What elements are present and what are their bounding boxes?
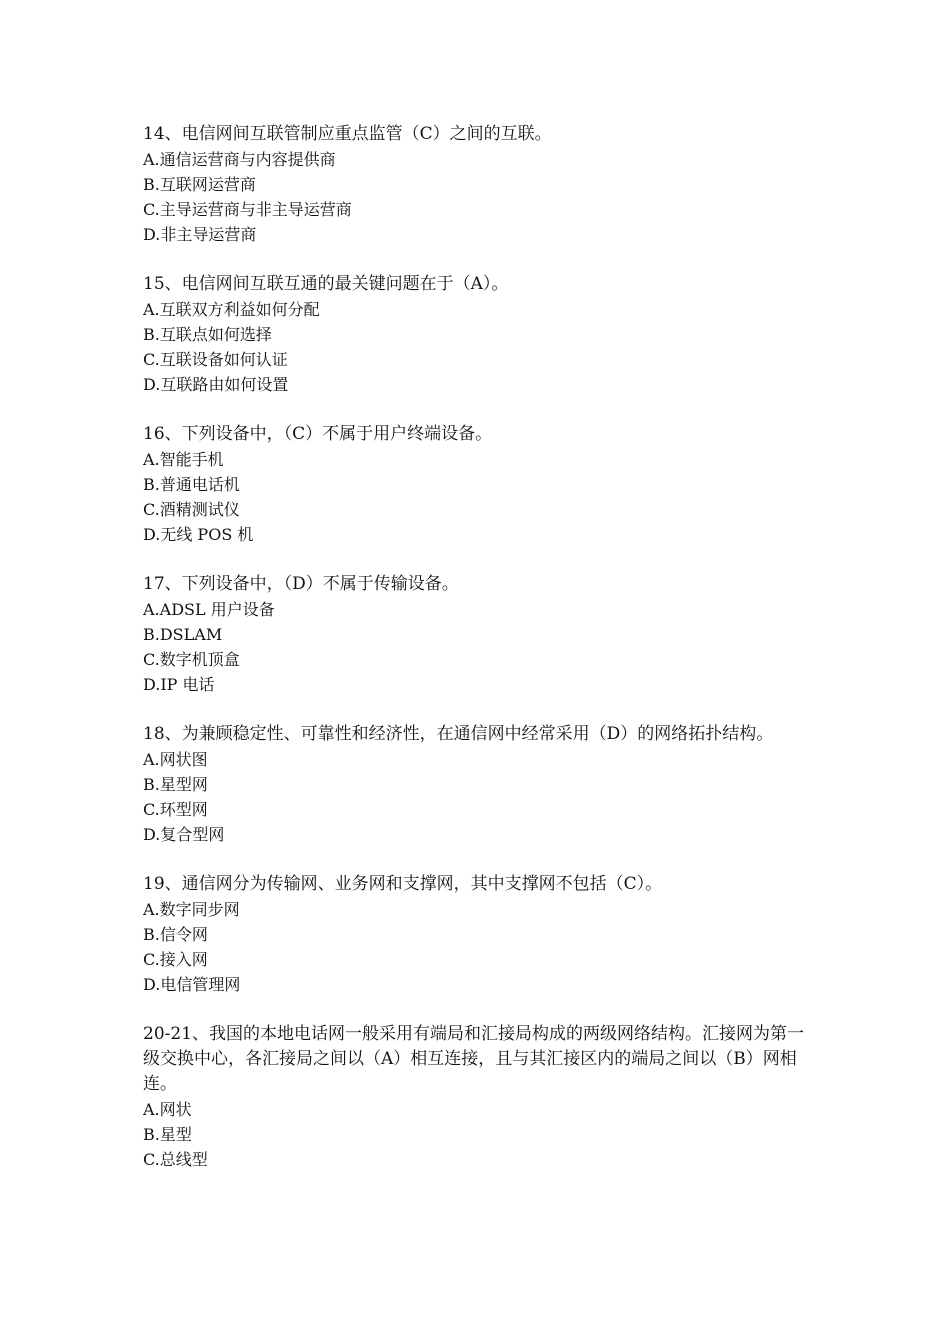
option-c: C.酒精测试仪 (143, 500, 240, 519)
option-d: D.无线 POS 机 (143, 525, 254, 544)
option-b: B.信令网 (143, 925, 208, 944)
option-c: C.总线型 (143, 1150, 208, 1169)
document-page (143, 122, 813, 1197)
question-stem: 17、下列设备中，（D）不属于传输设备。 (143, 574, 459, 594)
option-a: A.网状图 (143, 750, 208, 769)
option-a: A.通信运营商与内容提供商 (143, 150, 336, 169)
option-a: A.互联双方利益如何分配 (143, 300, 320, 319)
question-14 (143, 122, 813, 247)
option-a: A.智能手机 (143, 450, 224, 469)
option-c: C.互联设备如何认证 (143, 350, 288, 369)
option-c: C.主导运营商与非主导运营商 (143, 200, 352, 219)
question-stem: 14、电信网间互联管制应重点监管（C）之间的互联。 (143, 124, 552, 144)
option-c: C.接入网 (143, 950, 208, 969)
question-stem: 15、电信网间互联互通的最关键问题在于（A）。 (143, 274, 509, 294)
option-b: B.星型 (143, 1125, 192, 1144)
option-d: D.非主导运营商 (143, 225, 257, 244)
question-20-21 (143, 1022, 813, 1172)
option-b: B.普通电话机 (143, 475, 240, 494)
question-stem: 20-21、我国的本地电话网一般采用有端局和汇接局构成的两级网络结构。汇接网为第一级交换中心，各汇接局之间以（A）相互连接，且与其汇接区内的端局之间以（B）网相连。 (143, 1024, 805, 1094)
question-18 (143, 722, 813, 847)
option-d: D.电信管理网 (143, 975, 241, 994)
option-a: A.网状 (143, 1100, 192, 1119)
question-19 (143, 872, 813, 997)
option-b: B.互联网运营商 (143, 175, 256, 194)
question-stem: 16、下列设备中，（C）不属于用户终端设备。 (143, 424, 493, 444)
question-15 (143, 272, 813, 397)
option-b: B.互联点如何选择 (143, 325, 272, 344)
question-stem: 18、为兼顾稳定性、可靠性和经济性，在通信网中经常采用（D）的网络拓扑结构。 (143, 724, 774, 744)
option-c: C.环型网 (143, 800, 208, 819)
option-d: D.互联路由如何设置 (143, 375, 289, 394)
question-16 (143, 422, 813, 547)
question-17 (143, 572, 813, 697)
option-c: C.数字机顶盒 (143, 650, 240, 669)
question-stem: 19、通信网分为传输网、业务网和支撑网，其中支撑网不包括（C）。 (143, 874, 663, 894)
option-b: B.星型网 (143, 775, 208, 794)
option-b: B.DSLAM (143, 625, 223, 644)
option-d: D.复合型网 (143, 825, 225, 844)
option-a: A.数字同步网 (143, 900, 240, 919)
option-d: D.IP 电话 (143, 675, 215, 694)
option-a: A.ADSL 用户设备 (143, 600, 275, 619)
